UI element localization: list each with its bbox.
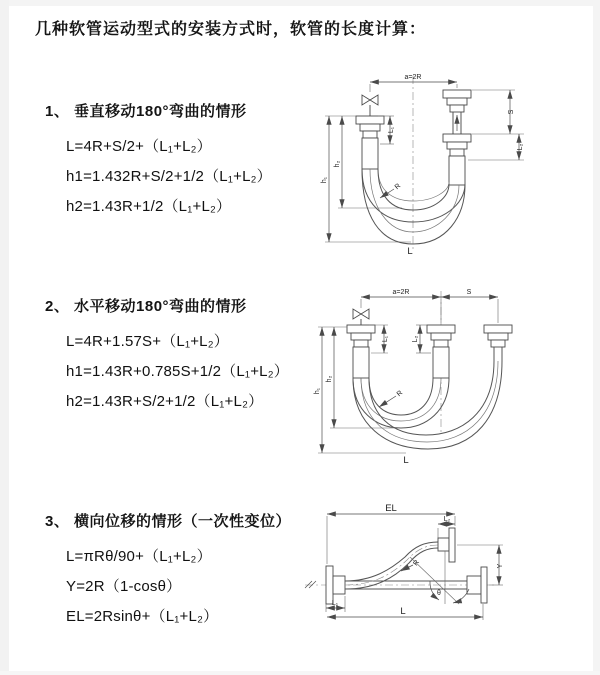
formula-h2: h2=1.43R+S/2+1/2（L₁+L₂）	[66, 393, 264, 410]
dimension-a2r	[370, 74, 457, 92]
angle-theta	[410, 551, 469, 604]
left-fitting	[356, 116, 384, 169]
svg-text:θ: θ	[437, 590, 441, 597]
formula-Y: Y=2R（1-cosθ）	[66, 578, 182, 595]
radius-label	[379, 390, 404, 407]
svg-text:R: R	[395, 389, 405, 399]
formula-h1: h1=1.432R+S/2+1/2（L₁+L₂）	[66, 168, 272, 185]
formula-EL: EL=2Rsinθ+（L₁+L₂）	[66, 608, 219, 625]
svg-text:L: L	[400, 606, 406, 617]
dimension-a2r	[361, 289, 441, 323]
page-title: 几种软管运动型式的安装方式时，软管的长度计算：	[35, 21, 427, 38]
svg-text:S: S	[466, 289, 472, 296]
svg-text:h₁: h₁	[314, 387, 321, 395]
valve-icon	[353, 309, 369, 325]
dimension-l	[327, 604, 483, 620]
formula-L: L=4R+S/2+（L₁+L₂）	[66, 138, 212, 155]
length-label: L	[403, 455, 409, 466]
diagram-vertical-180	[312, 68, 592, 258]
section-3-heading: 3、 横向位移的情形（一次性变位）	[45, 513, 292, 530]
page-edge-top	[0, 0, 600, 6]
svg-text:L₁: L₁	[382, 335, 389, 343]
section-2-heading: 2、 水平移动180°弯曲的情形	[45, 298, 247, 315]
svg-text:L₁: L₁	[388, 126, 395, 134]
centerline-break-mark	[305, 581, 316, 588]
svg-text:h₂: h₂	[334, 160, 341, 168]
svg-text:Y: Y	[497, 563, 504, 569]
diagram-horizontal-180	[306, 283, 596, 468]
dimension-s	[441, 289, 498, 323]
section-2	[45, 296, 345, 417]
right-fitting	[484, 325, 512, 361]
dimension-s	[472, 90, 524, 134]
right-flange-lower	[467, 567, 487, 603]
braid-section	[433, 347, 449, 378]
section-1-heading: 1、 垂直移动180°弯曲的情形	[45, 103, 247, 120]
middle-fitting	[427, 325, 455, 378]
svg-text:L₂: L₂	[517, 143, 524, 151]
dimension-l2	[468, 134, 524, 160]
left-fitting	[347, 325, 375, 378]
svg-text:L₂: L₂	[443, 516, 451, 523]
svg-text:L₁: L₁	[331, 600, 339, 607]
dimension-el	[327, 503, 455, 564]
page-edge-bottom	[0, 671, 600, 675]
hose-curves-position1	[353, 378, 449, 428]
svg-text:R: R	[393, 182, 403, 192]
formula-L: L=4R+1.57S+（L₁+L₂）	[66, 333, 229, 350]
svg-text:a=2R: a=2R	[404, 74, 422, 81]
svg-text:h₂: h₂	[326, 375, 333, 383]
hose-displaced	[345, 542, 438, 589]
formula-h1: h1=1.43R+0.785S+1/2（L₁+L₂）	[66, 363, 289, 380]
svg-text:EL: EL	[385, 503, 397, 514]
page-edge-left	[0, 0, 9, 675]
hose-curves-position2	[353, 361, 502, 449]
svg-text:R: R	[412, 559, 422, 568]
diagram-lateral-displacement	[297, 500, 597, 655]
braid-section	[362, 138, 378, 169]
braid-section	[353, 347, 369, 378]
svg-text:h₁: h₁	[321, 176, 328, 184]
length-label: L	[407, 246, 413, 257]
svg-text:S: S	[508, 109, 515, 115]
right-fitting-lower	[443, 134, 471, 185]
svg-text:L₂: L₂	[412, 335, 419, 343]
left-flange	[326, 566, 345, 604]
section-1	[45, 101, 345, 222]
braid-section	[449, 156, 465, 185]
valve-icon	[362, 95, 378, 116]
formula-h2: h2=1.43R+1/2（L₁+L₂）	[66, 198, 232, 215]
right-flange-upper	[438, 528, 455, 562]
svg-text:a=2R: a=2R	[392, 289, 410, 296]
formula-L: L=πRθ/90+（L₁+L₂）	[66, 548, 212, 565]
